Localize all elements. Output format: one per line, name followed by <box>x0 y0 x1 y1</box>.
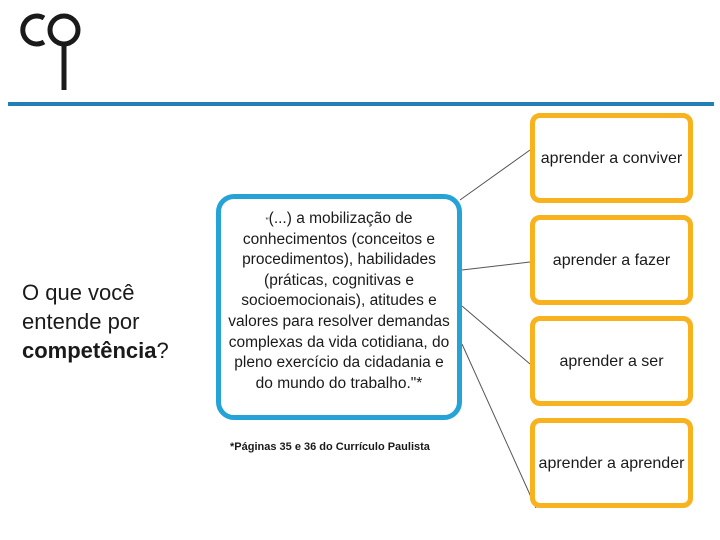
option-label: aprender a conviver <box>540 149 683 167</box>
option-aprender-a-aprender <box>530 418 693 508</box>
option-aprender-a-ser <box>530 316 693 406</box>
connector-aprender <box>462 344 536 508</box>
quote-open-mark: " <box>265 216 269 226</box>
option-label: aprender a fazer <box>552 251 671 269</box>
header-rule <box>8 102 714 106</box>
option-label: aprender a aprender <box>538 454 685 472</box>
cp-logo-icon <box>8 4 98 94</box>
option-aprender-a-conviver <box>530 113 693 203</box>
question-text <box>22 278 212 365</box>
question-keyword: competência <box>22 338 157 363</box>
question-prefix: O que você entende por <box>22 280 140 334</box>
connector-fazer <box>462 262 530 270</box>
connector-conviver <box>460 150 530 200</box>
connector-ser <box>462 306 530 364</box>
footnote: *Páginas 35 e 36 do Currículo Paulista <box>230 441 430 453</box>
competence-definition-text: (...) a mobilização de conhecimentos (conceitos e procedimentos), habilidades (práticas, cognitivas e socioemocionais), atitudes e valores para resolver demandas complexas da vida cotidiana, do pleno exercício da cidadania e do mundo do trabalho."* <box>228 210 450 392</box>
competence-definition-box <box>216 194 462 420</box>
option-aprender-a-fazer <box>530 215 693 305</box>
option-label: aprender a ser <box>559 352 664 370</box>
question-mark: ? <box>156 338 169 363</box>
